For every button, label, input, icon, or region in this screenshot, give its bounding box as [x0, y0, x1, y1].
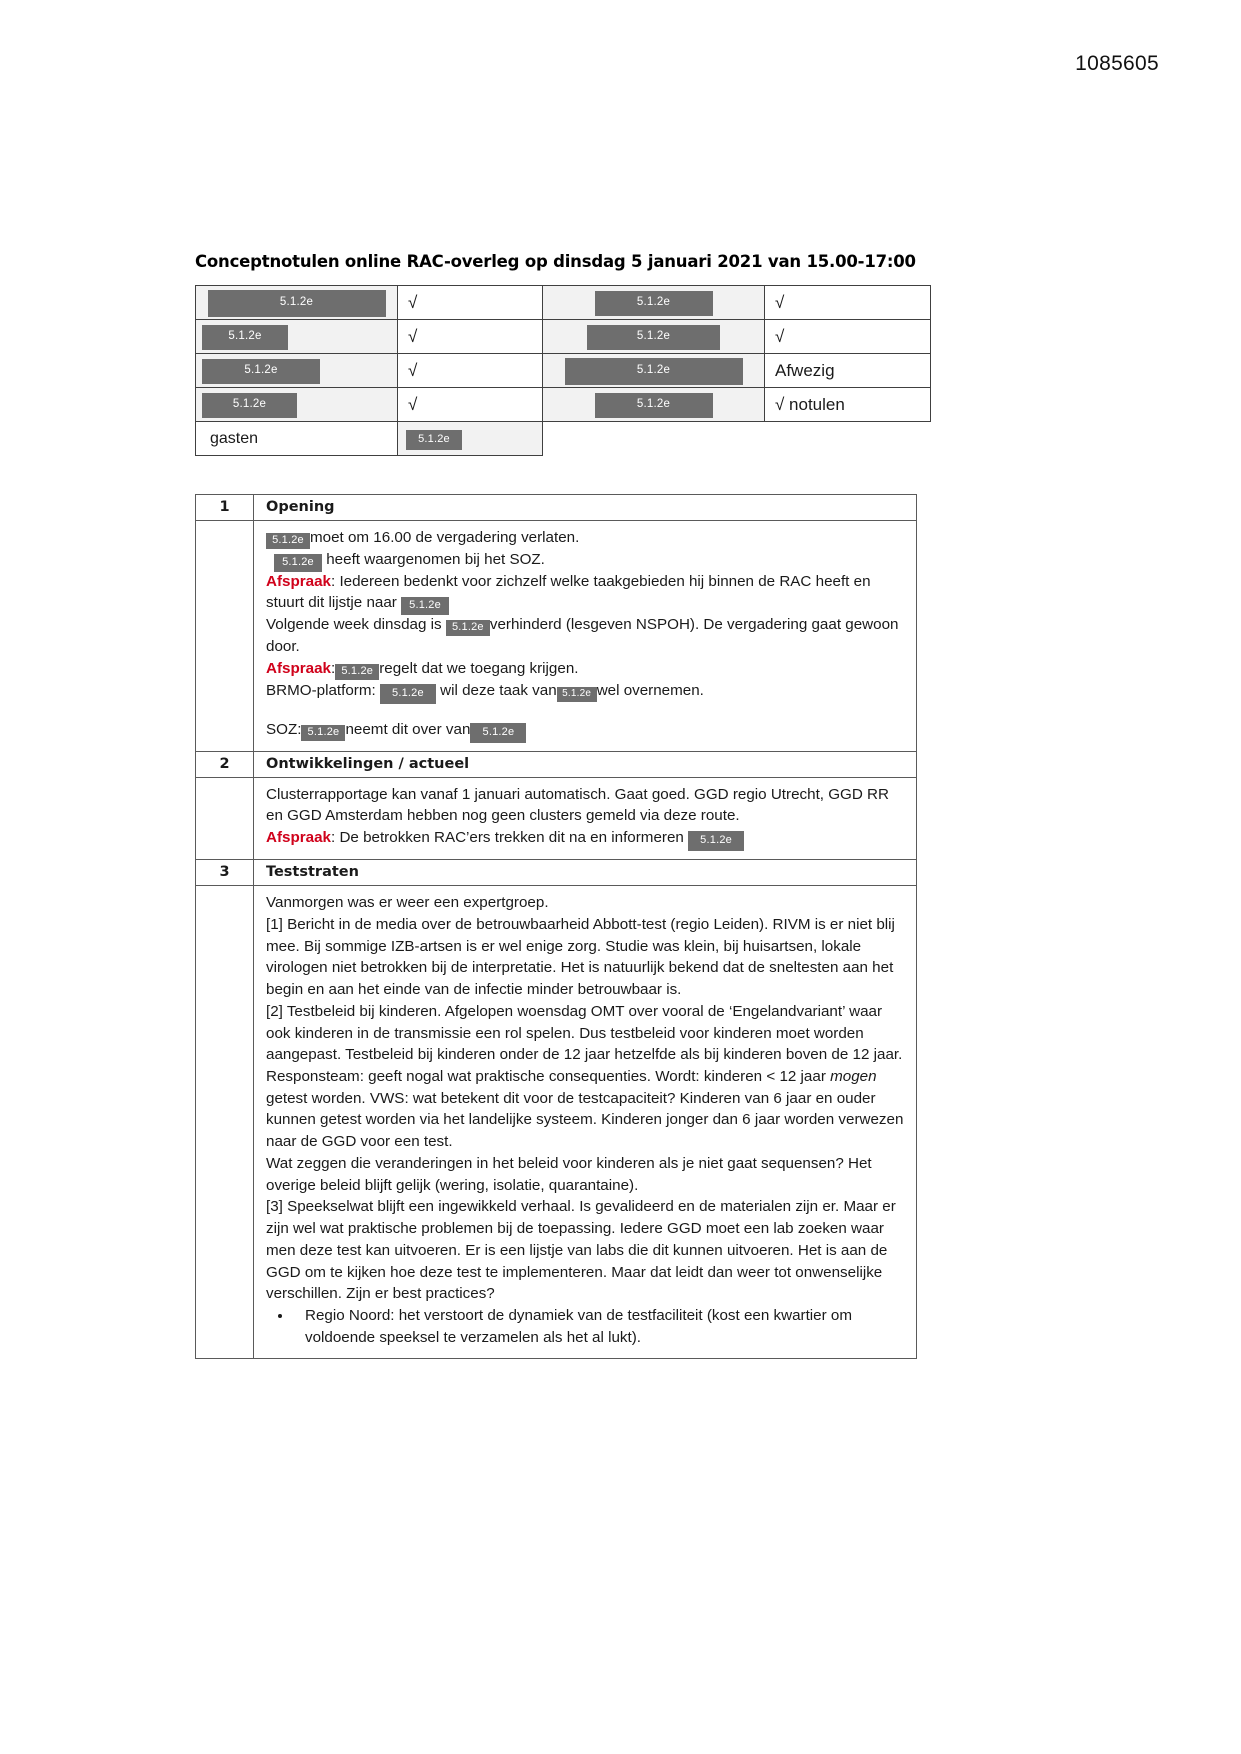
body-line — [266, 827, 906, 850]
redaction-chip: 5.1.2e — [470, 723, 526, 743]
body-line — [266, 719, 906, 742]
body-line: [1] Bericht in de media over de betrouwbaarheid Abbott-test (regio Leiden). RIVM is er niet blij mee. Bij sommige IZB-artsen is er wel enige zorg. Studie was klein, bij huisartsen, lokale virologen niet betrokken bij de interpretatie. Het is natuurlijk bekend dat de sneltesten aan het begin en aan het einde van de infectie minder betrouwbaar is. — [266, 915, 895, 999]
guests-label: gasten — [196, 422, 398, 456]
body-text: verhinderd (lesgeven NSPOH). De vergadering gaat gewoon door. — [266, 616, 899, 656]
section-number-spacer — [196, 777, 254, 859]
body-line — [266, 1001, 906, 1153]
redaction-chip: 5.1.2e — [557, 687, 597, 702]
body-line — [266, 571, 906, 615]
guests-empty-cell — [765, 422, 931, 456]
body-text: BRMO-platform: — [266, 681, 376, 699]
attendee-name-cell — [196, 286, 398, 320]
body-line — [266, 549, 906, 571]
body-text: wel overnemen. — [596, 681, 704, 699]
body-text: neemt dit over van — [345, 720, 471, 738]
emphasized-word: mogen — [830, 1068, 877, 1086]
body-text: wil deze taak van — [440, 681, 557, 699]
table-row — [196, 388, 931, 422]
redaction-chip: 5.1.2e — [335, 664, 379, 680]
guests-empty-cell — [543, 422, 765, 456]
redaction-chip: 5.1.2e — [202, 393, 297, 418]
section-body — [254, 777, 917, 859]
guests-redaction-cell — [398, 422, 543, 456]
agenda-section-body-row — [196, 521, 917, 752]
redaction-chip: 5.1.2e — [595, 393, 713, 418]
body-line: Clusterrapportage kan vanaf 1 januari automatisch. Gaat goed. GGD regio Utrecht, GGD RR en GGD Amsterdam hebben nog geen clusters gemeld via deze route. — [266, 785, 889, 825]
agenda-section-header-row — [196, 495, 917, 521]
body-line: Wat zeggen die veranderingen in het beleid voor kinderen als je niet gaat sequensen? Het overige beleid blijft gelijk (wering, isolatie, quarantaine). — [266, 1154, 872, 1194]
agenda-section-body-row — [196, 777, 917, 859]
attendance-mark-cell: √ notulen — [765, 388, 931, 422]
redaction-chip: 5.1.2e — [406, 430, 462, 450]
afspraak-label: Afspraak — [266, 659, 331, 677]
body-text: regelt dat we toegang krijgen. — [379, 659, 579, 677]
agenda-table — [195, 494, 917, 1359]
attendee-name-cell — [196, 354, 398, 388]
body-text: heeft waargenomen bij het SOZ. — [326, 550, 545, 568]
body-text: : De betrokken RAC’ers trekken dit na en informeren — [331, 829, 689, 847]
attendee-name-cell — [543, 388, 765, 422]
body-line — [266, 527, 906, 549]
attendee-name-cell — [196, 320, 398, 354]
section-title: Opening — [254, 495, 917, 521]
agenda-section-header-row — [196, 860, 917, 886]
redaction-chip: 5.1.2e — [202, 359, 320, 384]
redaction-chip: 5.1.2e — [401, 597, 449, 615]
body-line: Vanmorgen was er weer een expertgroep. — [266, 894, 549, 912]
attendance-mark-cell: √ — [398, 354, 543, 388]
attendance-mark-cell: Afwezig — [765, 354, 931, 388]
redaction-chip: 5.1.2e — [202, 325, 288, 350]
redaction-chip: 5.1.2e — [688, 831, 744, 851]
body-line — [266, 614, 906, 657]
attendee-name-cell — [543, 286, 765, 320]
bullet-list — [266, 1305, 906, 1348]
body-text: [2] Testbeleid bij kinderen. Afgelopen woensdag OMT over vooral de ‘Engelandvariant’ waar ook kinderen in de transmissie een rol spelen. Dus testbeleid voor kinderen moet worden aangepast. Testbeleid bij kinderen onder de 12 jaar hetzelfde als bij kinderen boven de 12 jaar. Responsteam: geeft nogal wat praktische consequenties. Wordt: kinderen < 12 jaar — [266, 1002, 903, 1086]
body-text: moet om 16.00 de vergadering verlaten. — [310, 529, 580, 546]
attendee-name-cell — [543, 320, 765, 354]
section-number-spacer — [196, 521, 254, 752]
afspraak-label: Afspraak — [266, 572, 331, 590]
body-line — [266, 658, 906, 680]
section-number: 2 — [196, 751, 254, 777]
redaction-chip: 5.1.2e — [208, 290, 386, 317]
section-title: Teststraten — [254, 860, 917, 886]
attendance-mark-cell: √ — [398, 388, 543, 422]
afspraak-label: Afspraak — [266, 829, 331, 847]
redaction-chip: 5.1.2e — [565, 358, 743, 385]
body-text: : Iedereen bedenkt voor zichzelf welke taakgebieden hij binnen de RAC heeft en stuurt dit lijstje naar — [266, 572, 871, 612]
attendance-mark-cell: √ — [765, 320, 931, 354]
body-text: Volgende week dinsdag is — [266, 616, 446, 634]
attendee-name-cell — [196, 388, 398, 422]
body-line — [266, 680, 906, 703]
document-content — [195, 252, 930, 1359]
section-number-spacer — [196, 886, 254, 1358]
body-spacer — [266, 703, 906, 719]
page-title: Conceptnotulen online RAC-overleg op dinsdag 5 januari 2021 van 15.00-17:00 — [195, 252, 916, 271]
section-title: Ontwikkelingen / actueel — [254, 751, 917, 777]
attendee-name-cell — [543, 354, 765, 388]
agenda-section-body-row — [196, 886, 917, 1358]
attendance-mark-cell: √ — [765, 286, 931, 320]
section-number: 3 — [196, 860, 254, 886]
list-item: • Regio Noord: het verstoort de dynamiek van de testfaciliteit (kost een kwartier om voldoende speeksel te verzamelen als het al lukt). — [293, 1305, 906, 1348]
body-text: : — [331, 659, 336, 677]
redaction-chip: 5.1.2e — [595, 291, 713, 316]
redaction-chip: 5.1.2e — [446, 620, 490, 636]
body-text: getest worden. VWS: wat betekent dit voor de testcapaciteit? Kinderen van 6 jaar en ouder kunnen getest worden via het landelijke systeem. Kinderen jonger dan 6 jaar worden verwezen naar de GGD voor een test. — [266, 1089, 904, 1151]
guests-row — [196, 422, 931, 456]
agenda-section-header-row — [196, 751, 917, 777]
body-text: SOZ: — [266, 720, 302, 738]
section-body — [254, 521, 917, 752]
table-row — [196, 286, 931, 320]
attendance-mark-cell: √ — [398, 286, 543, 320]
body-line: [3] Speekselwat blijft een ingewikkeld verhaal. Is gevalideerd en de materialen zijn er. Maar er zijn wel wat praktische problemen bij de toepassing. Iedere GGD moet een lab zoeken waar men deze test kan uitvoeren. Er is een lijstje van labs die dit kunnen uitvoeren. Het is aan de GGD om te kijken hoe deze test te implementeren. Maar dat leidt dan weer tot onwenselijke verschillen. Zijn er best practices? — [266, 1198, 896, 1303]
redaction-chip: 5.1.2e — [266, 533, 310, 549]
section-number: 1 — [196, 495, 254, 521]
attendance-table — [195, 285, 931, 456]
redaction-chip: 5.1.2e — [301, 725, 345, 741]
redaction-chip: 5.1.2e — [380, 684, 436, 704]
document-number: 1085605 — [1075, 52, 1159, 75]
redaction-chip: 5.1.2e — [587, 325, 720, 350]
redaction-chip: 5.1.2e — [274, 554, 322, 572]
section-body — [254, 886, 917, 1358]
attendance-mark-cell: √ — [398, 320, 543, 354]
table-row — [196, 354, 931, 388]
table-row — [196, 320, 931, 354]
